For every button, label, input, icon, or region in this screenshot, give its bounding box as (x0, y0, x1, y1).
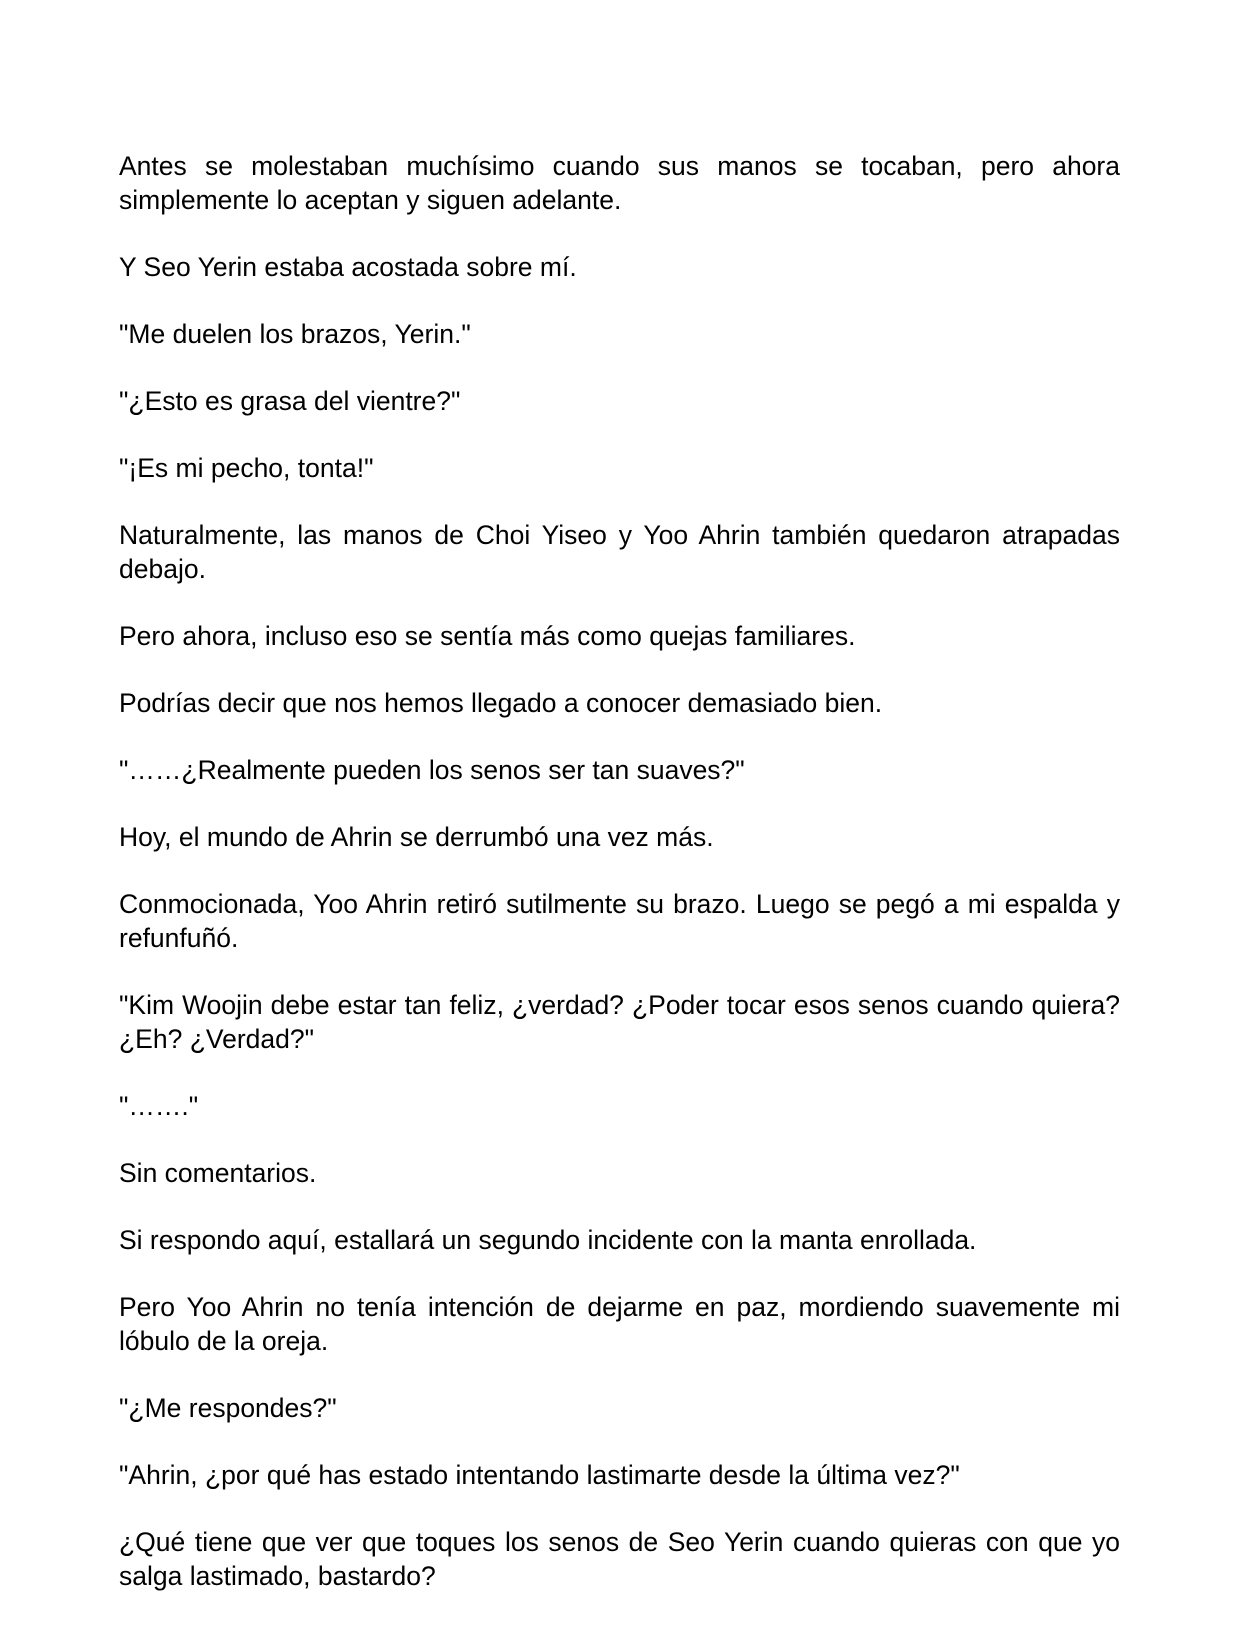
paragraph: Pero ahora, incluso eso se sentía más como quejas familiares. (119, 621, 856, 651)
paragraph: Naturalmente, las manos de Choi Yiseo y Yoo Ahrin también quedaron atrapadas debajo. (119, 520, 1120, 584)
dialogue-line: "Kim Woojin debe estar tan feliz, ¿verdad? ¿Poder tocar esos senos cuando quiera? ¿Eh? ¿Verdad?" (119, 990, 1120, 1054)
paragraph: Pero Yoo Ahrin no tenía intención de dejarme en paz, mordiendo suavemente mi lóbulo de la oreja. (119, 1292, 1120, 1356)
dialogue-line: "¿Esto es grasa del vientre?" (119, 386, 461, 416)
dialogue-line: "¿Me respondes?" (119, 1393, 337, 1423)
paragraph: Si respondo aquí, estallará un segundo incidente con la manta enrollada. (119, 1225, 977, 1255)
paragraph: ¿Qué tiene que ver que toques los senos de Seo Yerin cuando quieras con que yo salga lastimado, bastardo? (119, 1527, 1120, 1591)
paragraph: Conmocionada, Yoo Ahrin retiró sutilmente su brazo. Luego se pegó a mi espalda y refunfuñó. (119, 889, 1120, 953)
paragraph: Antes se molestaban muchísimo cuando sus manos se tocaban, pero ahora simplemente lo aceptan y siguen adelante. (119, 151, 1120, 215)
paragraph: Hoy, el mundo de Ahrin se derrumbó una vez más. (119, 822, 714, 852)
dialogue-line: "……." (119, 1091, 199, 1121)
document-body (119, 149, 1120, 1626)
dialogue-line: "……¿Realmente pueden los senos ser tan suaves?" (119, 755, 745, 785)
dialogue-line: "Ahrin, ¿por qué has estado intentando lastimarte desde la última vez?" (119, 1460, 960, 1490)
paragraph: Podrías decir que nos hemos llegado a conocer demasiado bien. (119, 688, 883, 718)
paragraph: Y Seo Yerin estaba acostada sobre mí. (119, 252, 577, 282)
dialogue-line: "¡Es mi pecho, tonta!" (119, 453, 374, 483)
dialogue-line: "Me duelen los brazos, Yerin." (119, 319, 471, 349)
paragraph: Sin comentarios. (119, 1158, 317, 1188)
